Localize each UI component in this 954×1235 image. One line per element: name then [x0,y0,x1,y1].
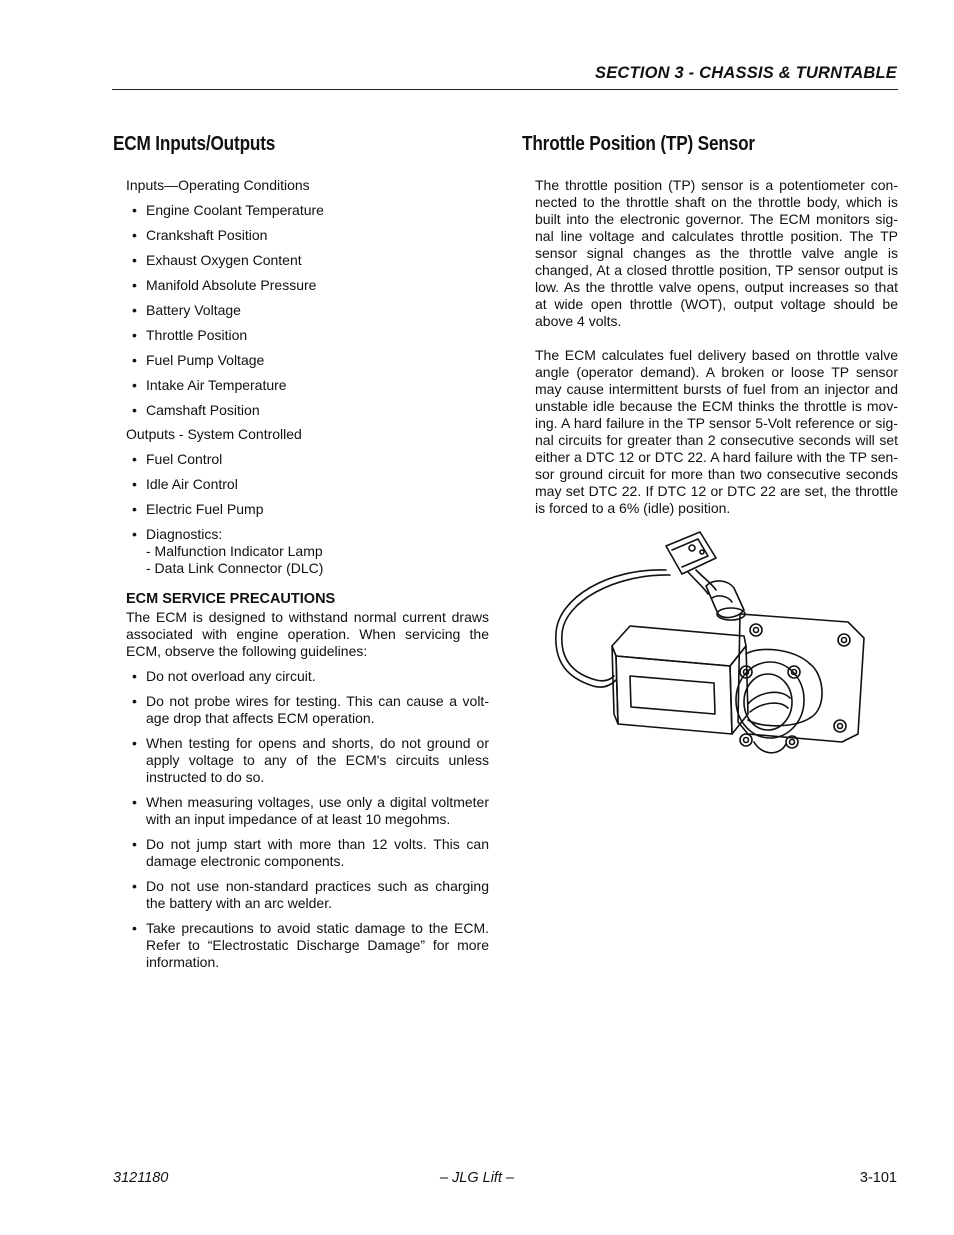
list-item: • Do not overload any circuit. [126,668,489,685]
list-item: • Intake Air Temperature [126,377,489,394]
list-item: • Idle Air Control [126,476,489,493]
diagnostics-sub-mil: - Malfunction Indicator Lamp [146,543,323,559]
header-rule [112,89,898,90]
list-item: • Crankshaft Position [126,227,489,244]
ecm-io-heading: ECM Inputs/Outputs [113,133,276,155]
list-item: • Fuel Pump Voltage [126,352,489,369]
list-item: • When measuring voltages, use only a digital voltmeter with an input impedance of at least 10 megohms. [126,794,489,828]
list-item: • Battery Voltage [126,302,489,319]
list-item: • Electric Fuel Pump [126,501,489,518]
list-item: • Manifold Absolute Pressure [126,277,489,294]
inputs-list [113,202,489,419]
precautions-heading: ECM SERVICE PRECAUTIONS [126,591,336,607]
tp-sensor-paragraph-1: The throttle position (TP) sensor is a potentiometer con-nected to the throttle shaft on the throttle body, which is built into the electronic governor. The ECM monitors sig-nal line voltage and calculates throttle position. The TP sensor signal changes as the throttle valve angle is changed, At a closed throttle position, TP sensor output is low. As the throttle valve opens, output increases so that at wide open throttle (WOT), output voltage should be above 4 volts. [535,177,898,329]
list-item: • Throttle Position [126,327,489,344]
footer-page-number: 3-101 [859,1170,897,1186]
list-item: • Do not probe wires for testing. This can cause a volt-age drop that affects ECM operation. [126,693,489,727]
tp-sensor-paragraph-2: The ECM calculates fuel delivery based on throttle valve angle (operator demand). A broken or loose TP sensor may cause intermittent bursts of fuel from an injector and unstable idle because the ECM thinks the throttle is mov-ing. A hard failure in the TP sensor 5-Volt reference or sig-nal circuits for greater than 2 consecutive seconds will set either a DTC 12 or DTC 22. A hard failure with the TP sen-sor ground circuit for more than two consecutive seconds may set DTC 22. If DTC 12 or DTC 22 are set, the throttle is forced to a 6% (idle) position. [535,347,898,516]
outputs-list [113,451,489,577]
list-item: • Exhaust Oxygen Content [126,252,489,269]
right-column [522,133,898,517]
list-item: • When testing for opens and shorts, do not ground or apply voltage to any of the ECM's circuits unless instructed to do so. [126,735,489,786]
list-item: • Engine Coolant Temperature [126,202,489,219]
footer-doc-number: 3121180 [113,1170,169,1186]
list-item: • Fuel Control [126,451,489,468]
list-item: • Camshaft Position [126,402,489,419]
section-header-title: SECTION 3 - CHASSIS & TURNTABLE [595,64,897,82]
list-item: • Take precautions to avoid static damage to the ECM. Refer to “Electrostatic Discharge Damage” for more information. [126,920,489,971]
precautions-intro: The ECM is designed to withstand normal current draws associated with engine operation. When servicing the ECM, observe the following guidelines: [126,609,489,659]
diagnostics-label: • Diagnostics: [146,526,223,542]
diagnostics-sub-dlc: - Data Link Connector (DLC) [146,560,324,576]
throttle-body-illustration [548,528,870,768]
left-column [113,133,489,971]
tp-sensor-heading: Throttle Position (TP) Sensor [522,133,755,155]
inputs-label: Inputs—Operating Conditions [126,177,310,193]
outputs-label: Outputs - System Controlled [126,426,302,442]
list-item: • Do not jump start with more than 12 volts. This can damage electronic components. [126,836,489,870]
precautions-list [113,668,489,971]
list-item-diagnostics [126,526,489,577]
footer-publisher: – JLG Lift – [439,1170,515,1186]
list-item: • Do not use non-standard practices such as charging the battery with an arc welder. [126,878,489,912]
